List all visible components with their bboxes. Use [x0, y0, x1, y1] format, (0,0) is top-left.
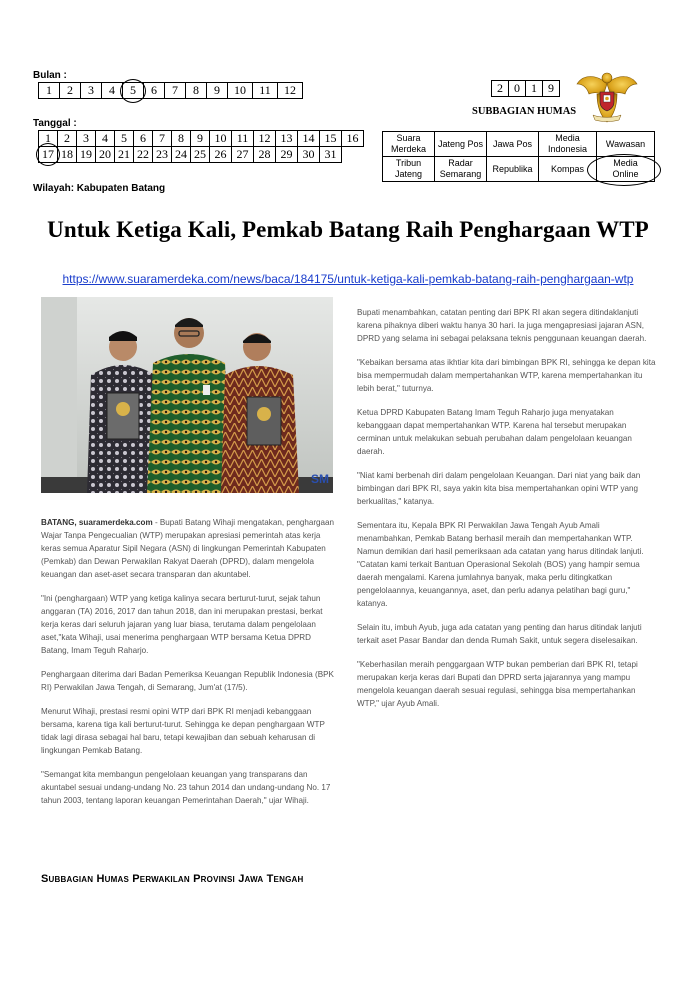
- month-cell: [123, 83, 144, 99]
- garuda-icon: [575, 68, 639, 126]
- month-value: 9: [214, 83, 220, 97]
- date-table: [38, 130, 364, 163]
- footer-label: Subbagian Humas Perwakilan Provinsi Jawa Tengah: [41, 873, 304, 885]
- date-cell: [77, 131, 96, 147]
- date-value: 29: [280, 147, 293, 161]
- date-cell: [58, 131, 77, 147]
- date-value: 5: [121, 131, 127, 145]
- article-paragraph: Penghargaan diterima dari Badan Pemeriksa Keuangan Republik Indonesia (BPK RI) Perwakilan Jawa Tengah, di Semarang, Jum'at (17/5).: [41, 670, 334, 692]
- date-cell: [254, 147, 276, 163]
- date-cell: [153, 147, 172, 163]
- date-value: 14: [302, 131, 315, 145]
- month-cell: [60, 83, 81, 99]
- month-cell: [207, 83, 228, 99]
- date-value: 22: [137, 147, 149, 161]
- date-cell: [232, 131, 254, 147]
- date-value: 19: [80, 147, 92, 161]
- date-cell: [172, 147, 191, 163]
- date-value: 15: [324, 131, 337, 145]
- year-digit-value: 9: [548, 81, 554, 95]
- media-cell: [539, 157, 597, 182]
- left-column: [41, 516, 335, 818]
- year-digit-value: 1: [531, 81, 537, 95]
- article-url[interactable]: https://www.suaramerdeka.com/news/baca/184175/untuk-ketiga-kali-pemkab-batang-raih-penghargaan-wtp: [62, 272, 634, 286]
- media-cell: [597, 132, 655, 157]
- month-cell: [39, 83, 60, 99]
- date-cell: [210, 147, 232, 163]
- date-value: 30: [302, 147, 315, 161]
- office-label: SUBBAGIAN HUMAS: [472, 106, 577, 117]
- date-cell: [39, 147, 58, 163]
- date-cell: [77, 147, 96, 163]
- month-cell: [228, 83, 253, 99]
- month-cell: [165, 83, 186, 99]
- date-cell: [210, 131, 232, 147]
- month-value: 3: [88, 83, 94, 97]
- date-cell: [39, 131, 58, 147]
- date-cell: [232, 147, 254, 163]
- article-paragraph: BATANG, suaramerdeka.com - Bupati Batang Wihaji mengatakan, penghargaan Wajar Tanpa Pengecualian (WTP) merupakan apresiasi pemerintah atas kerja keras semua Aparatur Sipil Negara (ASN) di lingkungan Pemerintah Kabupaten (Pemkab) dan Dewan Perwakilan Rakyat Daerah (DPRD), dalam mengelola keuangan dan aset-aset secara transparan dan akuntabel.: [41, 518, 335, 579]
- month-value: 6: [151, 83, 157, 97]
- year-table: [491, 80, 560, 97]
- media-cell: [435, 157, 487, 182]
- date-value: 16: [346, 131, 359, 145]
- media-cell: [435, 132, 487, 157]
- year-digit-cell: [526, 81, 543, 97]
- date-value: 2: [64, 131, 70, 145]
- date-value: 23: [156, 147, 168, 161]
- month-cell: [186, 83, 207, 99]
- media-cell: [597, 157, 655, 182]
- ceremony-photo: [41, 297, 333, 493]
- date-value: 26: [214, 147, 227, 161]
- tanggal-label: Tanggal :: [33, 118, 77, 129]
- date-cell: [320, 131, 342, 147]
- date-value: 24: [175, 147, 187, 161]
- media-name: Wawasan: [605, 138, 646, 149]
- date-cell: [342, 131, 364, 147]
- month-value: 2: [67, 83, 73, 97]
- article-paragraph: Sementara itu, Kepala BPK RI Perwakilan Jawa Tengah Ayub Amali menambahkan, Pemkab Batang berhasil meraih dan mempertahankan WTP. Namun demikian dari hasil pemeriksaan ada catatan yang harus ditindak lanjuti.: [357, 521, 644, 556]
- date-value: 11: [236, 131, 249, 145]
- month-value: 8: [193, 83, 199, 97]
- date-cell: [58, 147, 77, 163]
- date-value: 28: [258, 147, 271, 161]
- date-cell: [115, 147, 134, 163]
- article-paragraph: "Niat kami berbenah diri dalam pengelolaan Keuangan. Dari niat yang baik dan bimbingan dari BPK RI, saya yakin kita bisa mempertahankan opini WTP yang berkualitas," katanya.: [357, 471, 641, 506]
- date-value: 21: [118, 147, 130, 161]
- month-cell: [253, 83, 278, 99]
- media-cell: [487, 132, 539, 157]
- date-value: 17: [42, 147, 54, 161]
- month-cell: [81, 83, 102, 99]
- date-value: 13: [280, 131, 293, 145]
- photo-watermark: SM: [311, 472, 329, 486]
- wilayah-label: Wilayah: Kabupaten Batang: [33, 183, 166, 194]
- media-name: Radar Semarang: [439, 158, 482, 179]
- date-value: 10: [214, 131, 227, 145]
- month-value: 5: [130, 83, 136, 97]
- right-column: [357, 306, 657, 721]
- month-value: 12: [284, 83, 296, 97]
- media-name: Media Indonesia: [547, 133, 588, 154]
- date-value: 18: [61, 147, 73, 161]
- date-value: 3: [83, 131, 89, 145]
- date-cell: [191, 147, 210, 163]
- date-cell: [320, 147, 342, 163]
- date-cell: [172, 131, 191, 147]
- month-cell: [278, 83, 303, 99]
- article-paragraph: "Ini (penghargaan) WTP yang ketiga kalinya secara berturut-turut, sejak tahun anggaran (TA) 2016, 2017 dan tahun 2018, dan ini merupakan prestasi, berkat kerja keras dari seluruh jajaran yang luar biasa, terutama dalam pengelolaan aset,"kata Wihaji, usai menerima penghargaan WTP bersama Ketua DPRD Batang, Imam Teguh Raharjo.: [41, 594, 323, 655]
- article-paragraph: "Keberhasilan meraih penggargaan WTP bukan pemberian dari BPK RI, tetapi merupakan kerja keras dari Bupati dan DPRD serta jajarannya yang mampu mengelola keuangan daerah sesuai regulasi, sehingga bisa mempertahankan WTP," ujar Ayub Amali.: [357, 660, 638, 708]
- month-value: 1: [46, 83, 52, 97]
- media-name: Republika: [492, 163, 533, 174]
- date-value: 7: [159, 131, 165, 145]
- media-cell: [383, 157, 435, 182]
- date-cell: [134, 147, 153, 163]
- date-cell: [134, 131, 153, 147]
- month-value: 10: [234, 83, 246, 97]
- media-name: Suara Merdeka: [390, 133, 426, 154]
- date-cell: [276, 131, 298, 147]
- article-paragraph: "Catatan kami terkait Bantuan Operasional Sekolah (BOS) yang hampir semua daerah mengalami. Karena jumlahnya banyak, maka perlu ditingkatkan pengelolaannya, keuangannya, aset, dan perlu adanya pelatihan bagi guru," katanya.: [357, 560, 640, 608]
- article-paragraph: Bupati menambahkan, catatan penting dari BPK RI akan segera ditindaklanjuti karena pihaknya diberi waktu hanya 30 hari. Ia juga mengapresiasi jajaran ASN, DPRD yang selama ini sebagai pelaksana teknis penggunaan keuangan daerah.: [357, 308, 647, 343]
- date-value: 31: [324, 147, 337, 161]
- date-value: 25: [194, 147, 206, 161]
- article-photo: [41, 297, 333, 493]
- year-digit-cell: [509, 81, 526, 97]
- date-value: 8: [178, 131, 184, 145]
- article-title: Untuk Ketiga Kali, Pemkab Batang Raih Penghargaan WTP: [47, 217, 649, 242]
- date-value: 6: [140, 131, 146, 145]
- date-cell: [96, 147, 115, 163]
- month-value: 11: [259, 83, 271, 97]
- date-value: 4: [102, 131, 108, 145]
- media-name: Tribun Jateng: [394, 158, 423, 179]
- media-name: Jateng Pos: [437, 138, 484, 149]
- date-cell: [96, 131, 115, 147]
- year-digit-cell: [543, 81, 560, 97]
- article-paragraph: "Semangat kita membangun pengelolaan keuangan yang transparans dan akuntabel sesuai undang-undang No. 23 tahun 2014 dan undang-undang No. 17 tahun 2003, tentang laporan keuangan Pemerintahan Daerah," ujar Wihaji.: [41, 770, 331, 805]
- date-cell: [115, 131, 134, 147]
- bulan-label: Bulan :: [33, 70, 67, 81]
- article-paragraph: Menurut Wihaji, prestasi resmi opini WTP dari BPK RI menjadi kebanggaan bersama, karena tiga kali berturut-turut. Sehingga ke depan penghargaan WTP tidak lagi dirasa sebagai hal baru, tetapi kewajiban dan sebuah keharusan di lingkungan Pemkab Batang.: [41, 707, 325, 755]
- article-paragraph: "Kebaikan bersama atas ikhtiar kita dari bimbingan BPK RI, sehingga ke depan kita bisa mempermudah dalam mempertahankan WTP, karena mempertahankan itu lebih berat," tuturnya.: [357, 358, 656, 393]
- dateline: BATANG, suaramerdeka.com: [41, 518, 153, 527]
- media-cell: [383, 132, 435, 157]
- year-digit-cell: [492, 81, 509, 97]
- month-cell: [102, 83, 123, 99]
- article-paragraph: Ketua DPRD Kabupaten Batang Imam Teguh Raharjo juga menyatakan kebanggaan dapat mempertahankan WTP. Karena hal tersebut merupakan cerminan untuk melakukan sebuah perubahan dalam pengelolaan keuangan daerah.: [357, 408, 632, 456]
- month-cell: [144, 83, 165, 99]
- year-digit-value: 2: [497, 81, 503, 95]
- media-table: [382, 131, 655, 182]
- garuda-emblem: [575, 68, 639, 126]
- media-cell: [539, 132, 597, 157]
- date-value: 20: [99, 147, 111, 161]
- year-digit-value: 0: [514, 81, 520, 95]
- article-paragraph: Selain itu, imbuh Ayub, juga ada catatan yang penting dan harus ditindak lanjuti terkait aset Pasar Bandar dan denda Rumah Sakit, untuk segera diselesaikan.: [357, 623, 642, 645]
- date-cell: [191, 131, 210, 147]
- date-cell: [276, 147, 298, 163]
- media-name: Kompas: [550, 163, 585, 174]
- month-value: 7: [172, 83, 178, 97]
- month-value: 4: [109, 83, 115, 97]
- date-cell: [298, 147, 320, 163]
- date-value: 9: [197, 131, 203, 145]
- month-table: [38, 82, 303, 99]
- date-value: 12: [258, 131, 271, 145]
- date-value: 27: [236, 147, 249, 161]
- date-cell: [254, 131, 276, 147]
- date-cell: [298, 131, 320, 147]
- date-value: 1: [45, 131, 51, 145]
- media-cell: [487, 157, 539, 182]
- media-name: Jawa Pos: [492, 138, 533, 149]
- date-cell: [153, 131, 172, 147]
- media-name: Media Online: [612, 158, 639, 179]
